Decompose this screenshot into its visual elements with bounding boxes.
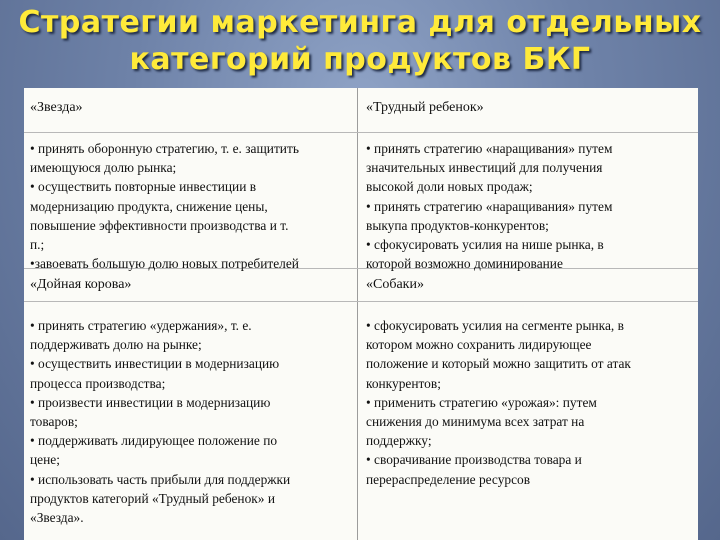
dogs-line: снижения до минимума всех затрат на <box>366 414 585 430</box>
cash-cow-line: • поддерживать лидирующее положение по <box>30 433 278 449</box>
problem-child-line: • принять стратегию «наращивания» путем <box>366 198 613 214</box>
problem-child-line: • принять стратегию «наращивания» путем <box>366 141 613 156</box>
problem-child-header: «Трудный ребенок» <box>366 100 484 115</box>
dogs-line: конкурентов; <box>366 375 441 391</box>
cash-cow-line: продуктов категорий «Трудный ребенок» и <box>30 490 275 506</box>
dogs-line: • сворачивание производства товара и <box>366 452 582 468</box>
problem-child-line: значительных инвестиций для получения <box>366 160 603 176</box>
title-line-1: Стратегии маркетинга для отдельных <box>18 5 702 40</box>
problem-child-line: • сфокусировать усилия на нише рынка, в <box>366 237 604 253</box>
problem-child-body <box>366 139 692 273</box>
star-line: п.; <box>30 237 45 253</box>
dogs-line: положение и который можно защитить от атак <box>366 356 631 372</box>
strategy-table <box>24 88 698 540</box>
dogs-line: котором можно сохранить лидирующее <box>366 337 592 353</box>
problem-child-line: высокой доли новых продаж; <box>366 179 533 195</box>
slide-title <box>0 4 720 78</box>
cash-cow-line: цене; <box>30 452 60 468</box>
row-divider-header-bottom <box>24 301 698 302</box>
cash-cow-line: • использовать часть прибыли для поддержки <box>30 471 291 487</box>
cash-cow-line: поддерживать долю на рынке; <box>30 337 202 353</box>
dogs-line: • применить стратегию «урожая»: путем <box>366 394 597 410</box>
cash-cow-header: «Дойная корова» <box>30 277 132 292</box>
cash-cow-line: «Звезда». <box>30 510 84 526</box>
problem-child-line: которой возможно доминирование <box>366 256 563 272</box>
dogs-body <box>366 316 692 489</box>
star-line: повышение эффективности производства и т. <box>30 217 289 233</box>
star-body <box>30 139 350 273</box>
cash-cow-body <box>30 316 350 527</box>
star-line: • принять оборонную стратегию, т. е. защитить <box>30 141 299 156</box>
dogs-line: • сфокусировать усилия на сегменте рынка, в <box>366 318 624 333</box>
star-line: • осуществить повторные инвестиции в <box>30 179 257 195</box>
star-line: модернизацию продукта, снижение цены, <box>30 198 268 214</box>
star-line: •завоевать большую долю новых потребителей <box>30 256 299 272</box>
dogs-line: поддержку; <box>366 433 432 449</box>
problem-child-line: выкупа продуктов-конкурентов; <box>366 217 549 233</box>
cash-cow-line: • произвести инвестиции в модернизацию <box>30 394 271 410</box>
dogs-header: «Собаки» <box>366 277 424 292</box>
cash-cow-line: • осуществить инвестиции в модернизацию <box>30 356 280 372</box>
column-divider <box>357 88 358 540</box>
cash-cow-line: • принять стратегию «удержания», т. е. <box>30 318 252 333</box>
star-header: «Звезда» <box>30 100 83 115</box>
row-divider-header-top <box>24 132 698 133</box>
dogs-line: перераспределение ресурсов <box>366 471 531 487</box>
cash-cow-line: товаров; <box>30 414 78 430</box>
cash-cow-line: процесса производства; <box>30 375 166 391</box>
star-line: имеющуюся долю рынка; <box>30 160 177 176</box>
title-line-2: категорий продуктов БКГ <box>129 42 591 77</box>
